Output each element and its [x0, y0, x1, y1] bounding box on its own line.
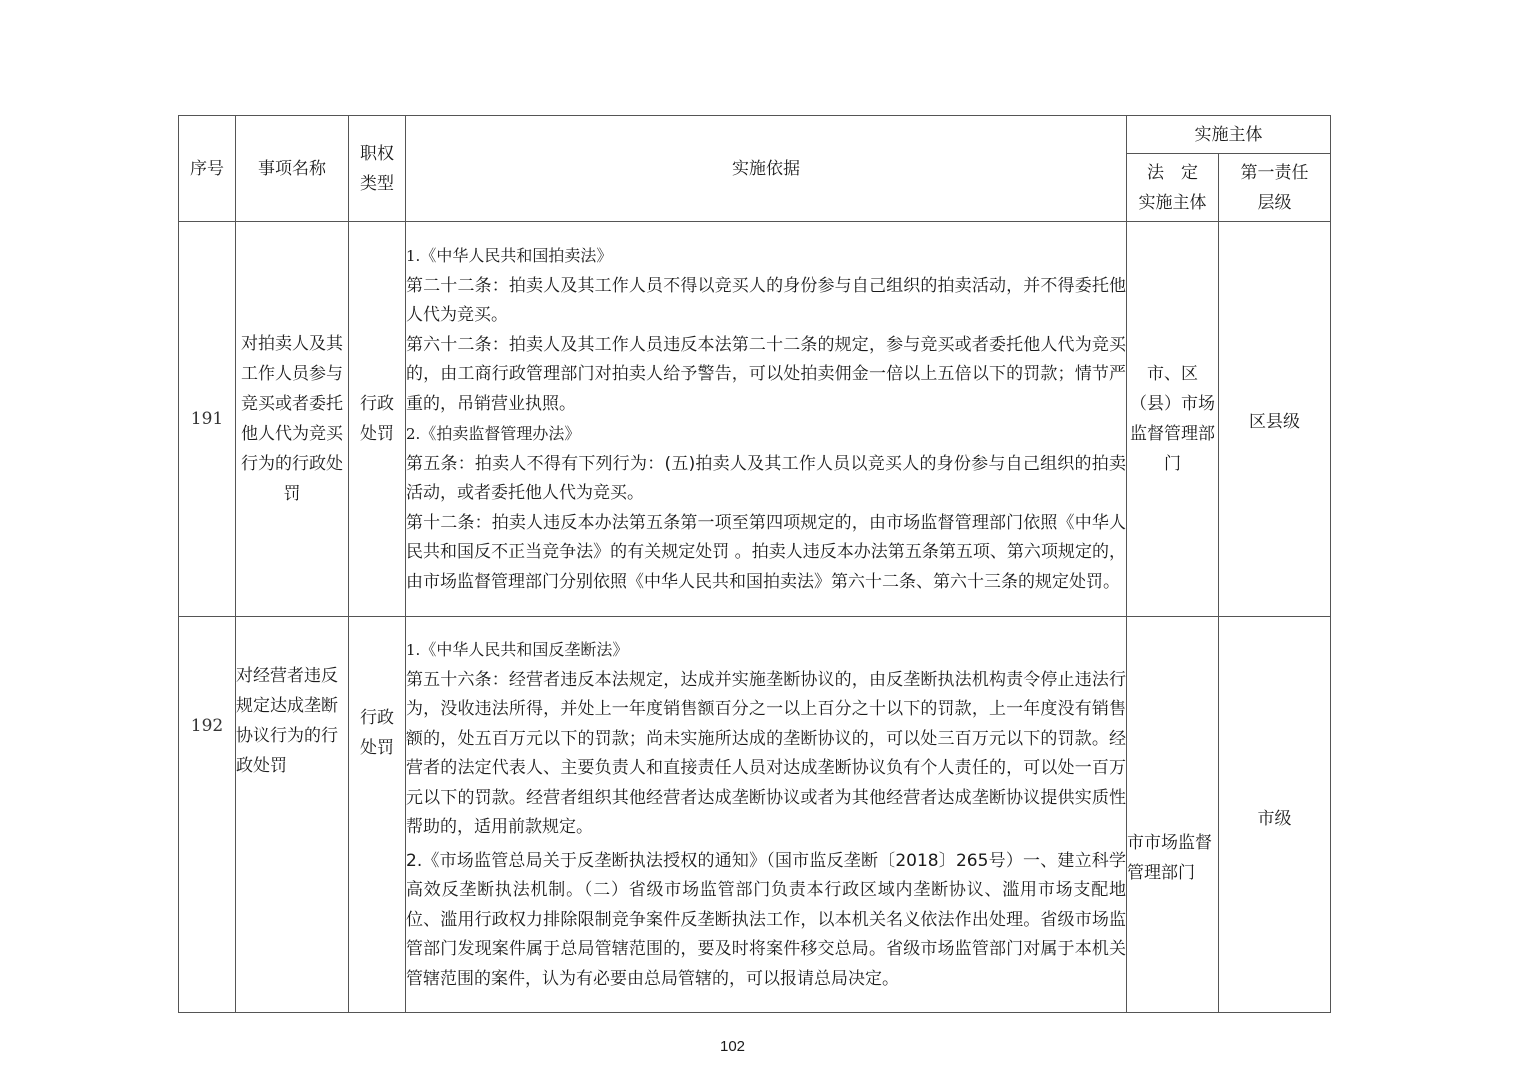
basis-article: 2.《市场监管总局关于反垄断执法授权的通知》（国市监反垄断〔2018〕265号）一、建立科学高效反垄断执法机制。（二）省级市场监管部门负责本行政区域内垄断协议、滥用市场支配地位、滥用行政权力排除限制竞争案件反垄断执法工作，以本机关名义依法作出处理。省级市场监管部门发现案件属于总局管辖范围的，要及时将案件移交总局。省级市场监管部门对属于本机关管辖范围的案件，认为有必要由总局管辖的，可以报请总局决定。 — [406, 850, 1126, 989]
enforcement-items-table — [178, 115, 1331, 1013]
header-legal-subject — [1127, 154, 1219, 222]
row-seq: 192 — [179, 617, 236, 1013]
row-item-name: 对经营者违反规定达成垄断协议行为的行政处罚 — [236, 617, 349, 1013]
header-power-type-line2: 类型 — [360, 173, 394, 194]
basis-article: 第五条：拍卖人不得有下列行为：(五)拍卖人及其工作人员以竞买人的身份参与自己组织的拍卖活动，或者委托他人代为竞买。 — [406, 453, 1126, 503]
row-basis — [406, 222, 1127, 617]
header-item-name: 事项名称 — [236, 116, 349, 222]
row-power-type-line2: 处罚 — [360, 738, 394, 758]
header-basis: 实施依据 — [406, 116, 1127, 222]
row-first-responsibility: 市级 — [1219, 617, 1331, 1013]
row-legal-subject: 市市场监督管理部门 — [1127, 617, 1219, 1013]
row-legal-subject: 市、区（县）市场监督管理部门 — [1127, 222, 1219, 617]
page-number: 102 — [719, 1038, 746, 1055]
header-first-resp-line1: 第一责任 — [1240, 162, 1309, 183]
header-power-type-line1: 职权 — [360, 143, 394, 164]
row-seq: 191 — [179, 222, 236, 617]
header-subject-group: 实施主体 — [1127, 116, 1331, 154]
header-first-resp-line2: 层级 — [1257, 192, 1292, 213]
row-power-type-line1: 行政 — [360, 394, 394, 414]
header-legal-subject-line2: 实施主体 — [1138, 192, 1207, 213]
basis-article: 第五十六条：经营者违反本法规定，达成并实施垄断协议的，由反垄断执法机构责令停止违法行为，没收违法所得，并处上一年度销售额百分之一以上百分之十以下的罚款，上一年度没有销售额的，处五百万元以下的罚款；尚未实施所达成的垄断协议的，可以处三百万元以下的罚款。经营者的法定代表人、主要负责人和直接责任人员对达成垄断协议负有个人责任的，可以处一百万元以下的罚款。经营者组织其他经营者达成垄断协议或者为其他经营者达成垄断协议提供实质性帮助的，适用前款规定。 — [406, 669, 1126, 837]
row-power-type — [349, 617, 406, 1013]
row-power-type — [349, 222, 406, 617]
basis-article: 第二十二条：拍卖人及其工作人员不得以竞买人的身份参与自己组织的拍卖活动，并不得委托他人代为竞买。 — [406, 275, 1126, 325]
basis-article: 第六十二条：拍卖人及其工作人员违反本法第二十二条的规定，参与竞买或者委托他人代为竞买的，由工商行政管理部门对拍卖人给予警告，可以处拍卖佣金一倍以上五倍以下的罚款；情节严重的，吊销营业执照。 — [406, 334, 1126, 414]
header-row-1 — [179, 116, 1331, 154]
row-power-type-line2: 处罚 — [360, 424, 394, 444]
basis-law-title: 1.《中华人民共和国反垄断法》 — [406, 640, 629, 659]
row-basis — [406, 617, 1127, 1013]
row-power-type-line1: 行政 — [360, 708, 394, 728]
basis-law-title: 1.《中华人民共和国拍卖法》 — [406, 246, 613, 265]
row-item-name: 对拍卖人及其工作人员参与竞买或者委托他人代为竞买行为的行政处罚 — [236, 222, 349, 617]
basis-law-title: 2.《拍卖监督管理办法》 — [406, 424, 581, 443]
header-first-responsibility — [1219, 154, 1331, 222]
table-row — [179, 617, 1331, 1013]
header-seq: 序号 — [179, 116, 236, 222]
table-row — [179, 222, 1331, 617]
header-legal-subject-line1: 法 定 — [1147, 162, 1198, 183]
row-first-responsibility: 区县级 — [1219, 222, 1331, 617]
basis-article: 第十二条：拍卖人违反本办法第五条第一项至第四项规定的，由市场监督管理部门依照《中华人民共和国反不正当竞争法》的有关规定处罚 。拍卖人违反本办法第五条第五项、第六项规定的，由市场监督管理部门分别依照《中华人民共和国拍卖法》第六十二条、第六十三条的规定处罚。 — [406, 512, 1126, 592]
header-power-type — [349, 116, 406, 222]
